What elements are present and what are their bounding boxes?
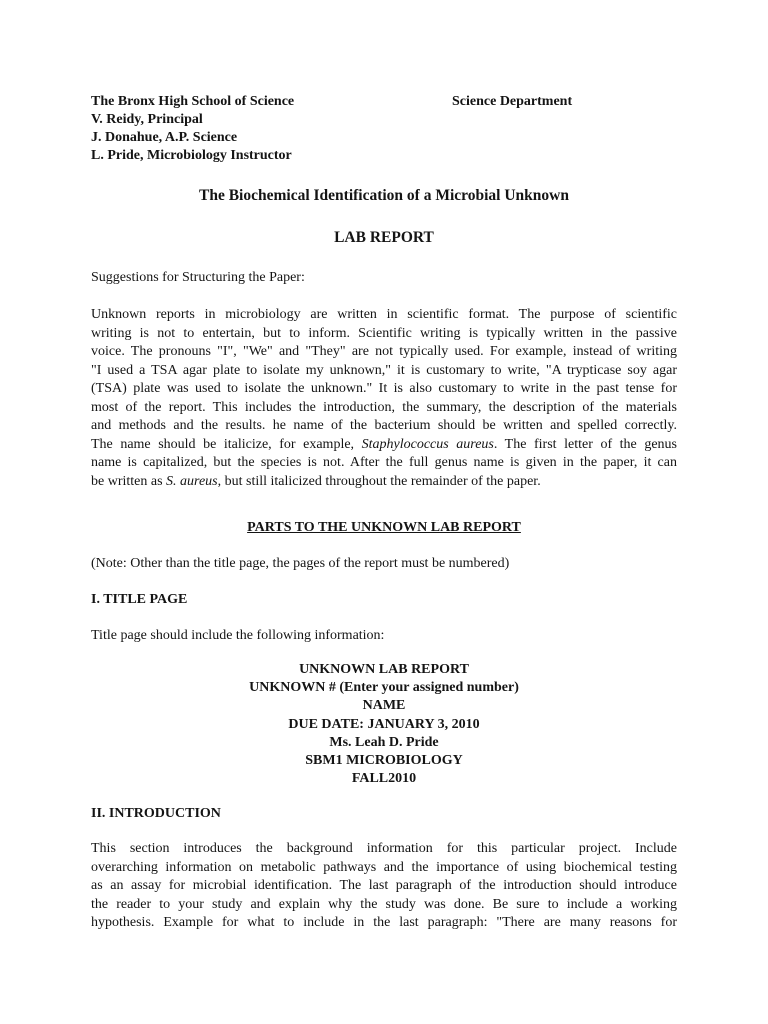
title-page-item: UNKNOWN # (Enter your assigned number) [249,680,519,696]
text-run: The name should be italicize, for example, [91,436,362,452]
paragraph-line: the reader to your study and explain why the study was done. Be sure to include a working [91,896,677,912]
numbering-note: (Note: Other than the title page, the pages of the report must be numbered) [91,556,510,571]
department-name: Science Department [452,94,573,109]
title-page-item: UNKNOWN LAB REPORT [299,662,469,677]
title-page-item: SBM1 MICROBIOLOGY [305,752,463,768]
paragraph-line: and methods and the results. he name of the bacterium should be written and spelled correctly. [91,418,677,433]
title-page-item: FALL2010 [351,771,417,787]
paragraph-line: writing is not to entertain, but to inform. Scientific writing is typically written in the passive [91,325,677,341]
suggestions-label: Suggestions for Structuring the Paper: [91,270,305,285]
letterhead [91,93,691,165]
paragraph-line: as an assay for microbial identification. The last paragraph of the introduction should introduce [91,878,677,893]
title-page-items [0,661,768,788]
paragraph-line: hypothesis. Example for what to include in the last paragraph: "There are many reasons for [91,915,677,930]
document-title: The Biochemical Identification of a Microbial Unknown [198,187,569,204]
section-title-page-heading: I. TITLE PAGE [91,592,188,607]
intro-paragraph [91,306,677,491]
species-name: Staphylococcus aureus [361,436,494,452]
paragraph-line: name is capitalized, but the species is not. After the full genus name is given in the paper, it can [91,455,677,470]
text-run: , but still italicized throughout the remainder of the paper. [217,473,541,489]
paragraph-line: voice. The pronouns "I", "We" and "They" are not typically used. For example, instead of writing [91,344,677,359]
title-page-item: NAME [362,698,406,714]
text-run: be written as [91,473,167,489]
title-page-item: DUE DATE: JANUARY 3, 2010 [288,716,480,732]
principal-line: V. Reidy, Principal [91,112,203,127]
paragraph-line: Unknown reports in microbiology are written in scientific format. The purpose of scientific [91,307,677,322]
section-introduction-heading: II. INTRODUCTION [91,806,221,821]
paragraph-line: (TSA) plate was used to isolate the unknown." It is also customary to write in the past tense for [91,381,677,396]
text-run: . The first letter of the genus [493,436,677,452]
paragraph-line: "I used a TSA agar plate to isolate my unknown," it is customary to write, "A trypticase soy agar [91,362,677,378]
title-page-text: Title page should include the following information: [91,628,385,643]
species-abbrev: S. aureus [166,473,218,489]
introduction-paragraph [91,840,677,933]
paragraph-line: This section introduces the background information for this particular project. Include [91,841,677,856]
instructor-line: L. Pride, Microbiology Instructor [91,148,292,163]
title-page-item: Ms. Leah D. Pride [329,734,439,750]
parts-heading: PARTS TO THE UNKNOWN LAB REPORT [247,520,521,535]
document-subtitle: LAB REPORT [334,229,434,246]
paragraph-line: most of the report. This includes the introduction, the summary, the description of the materials [91,399,677,415]
paragraph-line: overarching information on metabolic pathways and the importance of using biochemical testing [91,859,677,875]
paragraph-line [91,473,677,492]
paragraph-line [91,436,677,455]
ap-line: J. Donahue, A.P. Science [91,130,238,145]
school-name: The Bronx High School of Science [91,94,295,109]
